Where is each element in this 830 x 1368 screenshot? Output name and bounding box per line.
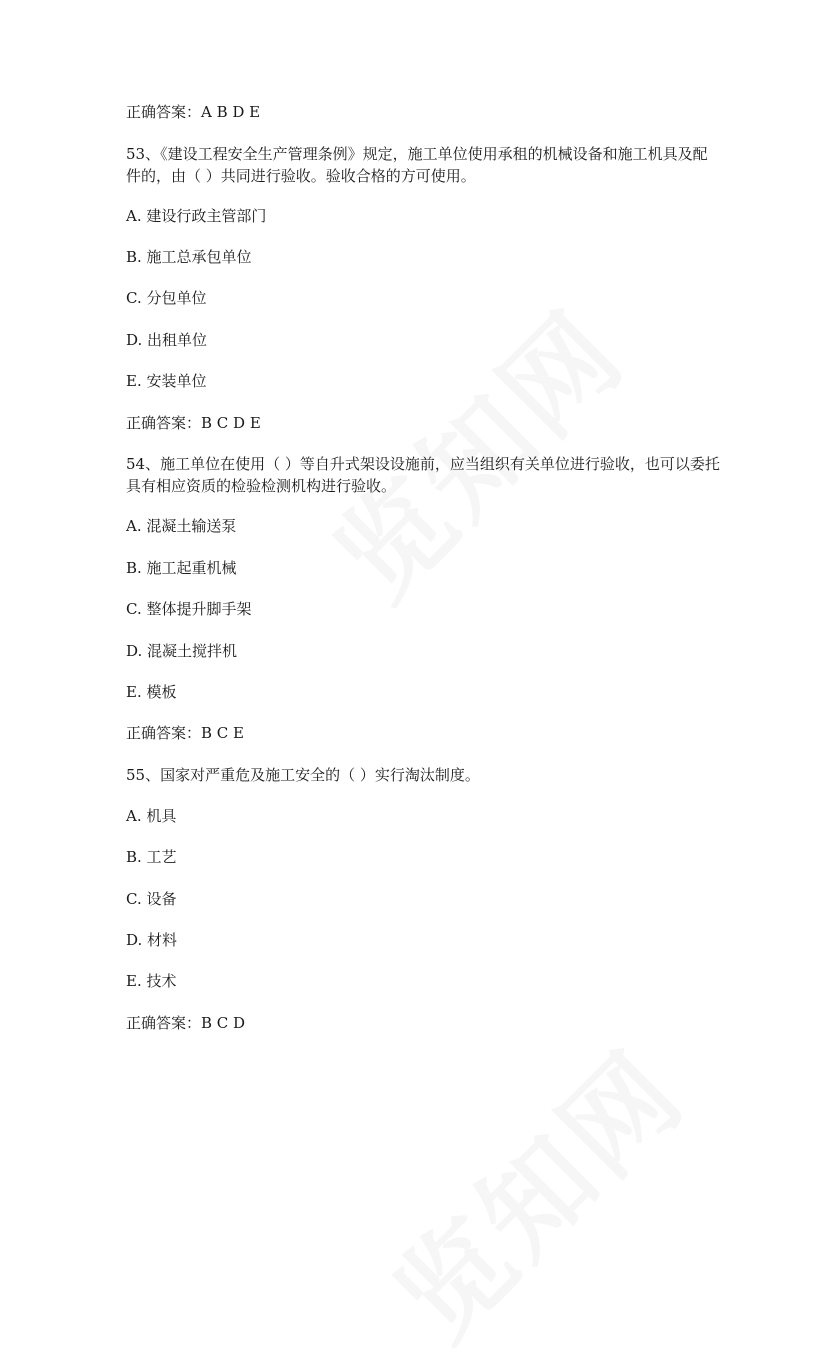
question-53-option-d: D. 出租单位 [126, 331, 208, 349]
question-54-stem: 54、施工单位在使用（ ）等自升式架设设施前，应当组织有关单位进行验收，也可以委托具有相应资质的检验检测机构进行验收。 [126, 455, 720, 495]
answer-54: 正确答案：B C E [126, 724, 244, 742]
question-55-option-c: C. 设备 [126, 890, 177, 908]
question-54-option-a: A. 混凝土输送泵 [126, 517, 237, 535]
answer-52: 正确答案：A B D E [126, 103, 261, 121]
question-55-option-b: B. 工艺 [126, 848, 177, 866]
question-55-option-e: E. 技术 [126, 972, 177, 990]
question-55-option-a: A. 机具 [126, 807, 177, 825]
question-53-option-c: C. 分包单位 [126, 289, 207, 307]
question-54-option-e: E. 模板 [126, 683, 177, 701]
question-54-option-b: B. 施工起重机械 [126, 559, 237, 577]
question-53-option-e: E. 安装单位 [126, 372, 207, 390]
question-55-option-d: D. 材料 [126, 931, 178, 949]
question-54-option-c: C. 整体提升脚手架 [126, 600, 252, 618]
question-53-option-a: A. 建设行政主管部门 [126, 207, 267, 225]
answer-55: 正确答案：B C D [126, 1014, 246, 1032]
question-53-option-b: B. 施工总承包单位 [126, 248, 252, 266]
question-55-stem: 55、国家对严重危及施工安全的（ ）实行淘汰制度。 [126, 766, 480, 784]
watermark [295, 270, 653, 628]
question-54-option-d: D. 混凝土搅拌机 [126, 642, 238, 660]
answer-53: 正确答案：B C D E [126, 414, 261, 432]
watermark-bottom [355, 1010, 713, 1368]
question-53-stem: 53、《建设工程安全生产管理条例》规定，施工单位使用承租的机械设备和施工机具及配件的，由（ ）共同进行验收。验收合格的方可使用。 [126, 145, 708, 185]
